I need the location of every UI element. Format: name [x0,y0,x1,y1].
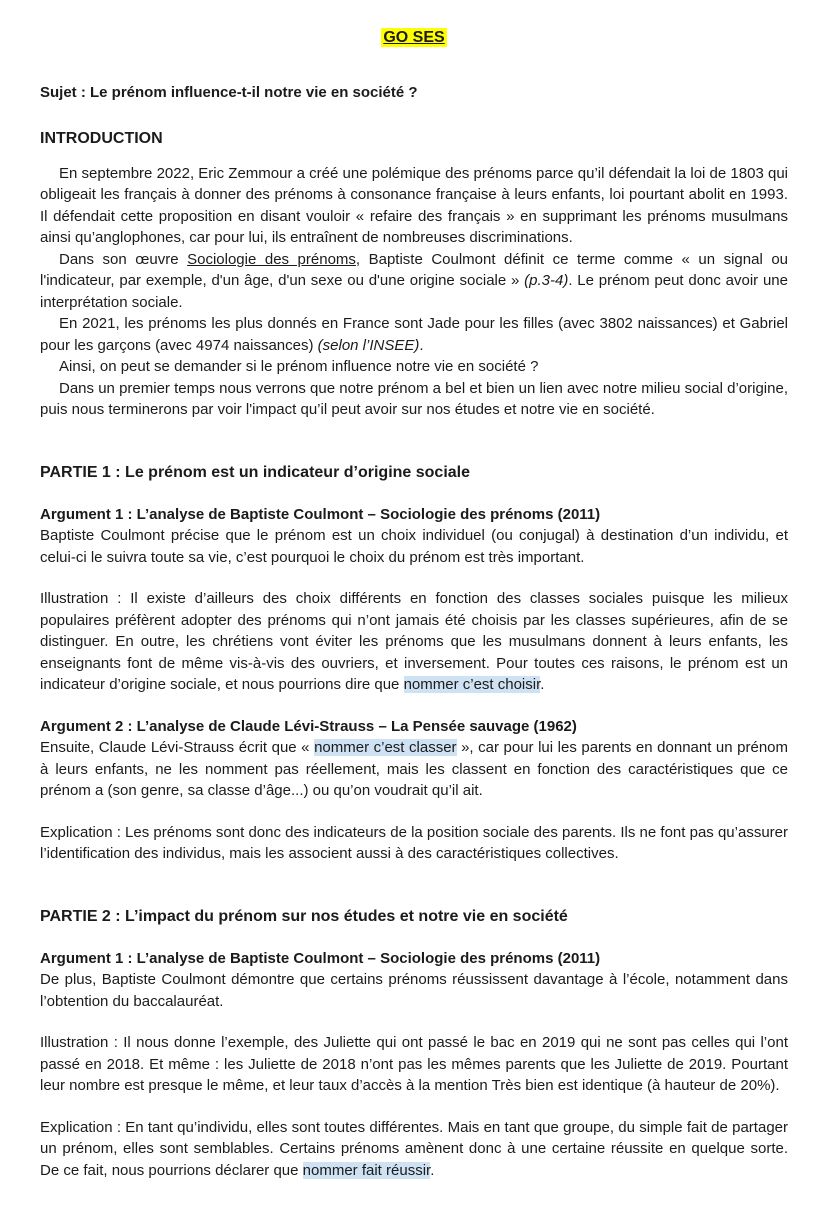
document-title [40,27,788,49]
text-run: Argument 1 : L’analyse de Baptiste Coulmont – Sociologie des prénoms (2011) [40,949,601,967]
paragraph [40,313,788,356]
italic-text: (selon l’INSEE) [317,336,420,354]
paragraph [40,525,788,568]
text-run: », car pour lui les parents en donnant un prénom à leurs enfants, ne les nomment pas réellement, mais les classent en fonction des caractéristiques que ce prénom a (son genre, sa classe d’âge...) ou qu’on voudrait qu’il ait. [40,739,789,799]
text-run: Ensuite, Claude Lévi-Strauss écrit que « [40,739,315,756]
section-heading [40,462,788,484]
section-heading [40,906,788,928]
paragraph [40,1117,788,1182]
text-run: Dans son œuvre [59,250,188,268]
text-run: En septembre 2022, Eric Zemmour a créé une polémique des prénoms parce qu’il défendait la loi de 1803 qui obligeait les français à donner des prénoms à consonance française à leurs enfants, loi pourtant abolit en 1993. Il défendait cette proposition en disant vouloir « refaire des français » en supprimant les prénoms musulmans ainsi qu’anglophones, car pour lui, ils entraînent de nombreuses discriminations. [40,164,788,246]
paragraph [40,588,788,696]
italic-text: (p.3-4) [524,272,569,289]
text-run: Dans un premier temps nous verrons que notre prénom a bel et bien un lien avec notre milieu social d’origine, puis nous terminerons par voir l'impact qu’il peut avoir sur nos études et notre vie en société. [40,379,788,418]
text-run: Argument 1 : L’analyse de Baptiste Coulmont – Sociologie des prénoms (2011) [40,505,601,523]
underlined-text: Sociologie des prénoms [187,250,356,268]
paragraph [40,969,788,1012]
document-body [40,82,788,1181]
paragraph [40,822,788,865]
text-run: Illustration : Il existe d’ailleurs des choix différents en fonction des classes sociales puisque les milieux populaires préfèrent adopter des prénoms qui n’ont jamais été choisis par les classes supérieures, afin de se distinguer. En outre, les chrétiens vont éviter les prénoms que les musulmans donnent à leurs enfants, les enseignants font de même vis-à-vis des ouvriers, et inversement. Pour toutes ces raisons, le prénom est un indicateur d’origine sociale, et nous pourrions dire que [40,590,788,693]
argument-heading [40,948,788,970]
text-run: Baptiste Coulmont précise que le prénom est un choix individuel (ou conjugal) à destination d’un individu, et celui-ci le suivra toute sa vie, c’est pourquoi le choix du prénom est très important. [40,527,788,566]
text-run: En 2021, les prénoms les plus donnés en France sont Jade pour les filles (avec 3802 naissances) et Gabriel pour les garçons (avec 4974 naissances) [40,315,788,354]
highlight-blue-text: nommer fait réussir [302,1161,431,1179]
text-run: Ainsi, on peut se demander si le prénom influence notre vie en société ? [59,358,539,375]
text-run: . [540,676,545,693]
text-run: INTRODUCTION [40,129,163,147]
text-run: Illustration : Il nous donne l’exemple, des Juliette qui ont passé le bac en 2019 qui ne sont pas celles qui l’ont passé en 2018. Et même : les Juliette de 2018 n’ont pas les mêmes parents que les Juliette de 2019. Pourtant leur nombre est presque le même, et leur taux d’accès à la mention Très bien est identique (à hauteur de 20%). [40,1034,788,1094]
text-run: De plus, Baptiste Coulmont démontre que certains prénoms réussissent davantage à l’école, notamment dans l’obtention du baccalauréat. [40,971,788,1010]
paragraph [40,249,788,314]
paragraph [40,163,788,249]
paragraph [40,378,788,421]
highlight-blue-text: nommer c’est classer [314,739,457,756]
highlight-blue-text: nommer c’est choisir [403,676,541,693]
text-run: . Le prénom peut donc avoir une interprétation sociale. [40,272,788,311]
paragraph [40,1032,788,1097]
document-title-text: GO SES [383,29,445,46]
text-run: Explication : Les prénoms sont donc des indicateurs de la position sociale des parents. Ils ne font pas qu’assurer l’identification des individus, mais les associent aussi à des caractéristiques collectives. [40,823,788,862]
text-run: , Baptiste Coulmont définit ce terme comme « un signal ou l'indicateur, par exemple, d'un âge, d'un sexe ou d'une origine sociale » [40,250,789,289]
text-run: Explication : En tant qu’individu, elles sont toutes différentes. Mais en tant que groupe, du simple fait de partager un prénom, elles sont semblables. Certains prénoms amènent donc à une certaine réussite en quelque sorte. De ce fait, nous pourrions déclarer que [40,1118,788,1179]
paragraph [40,737,788,802]
text-run: Argument 2 : L’analyse de Claude Lévi-Strauss – La Pensée sauvage (1962) [40,717,577,735]
text-run: PARTIE 2 : L’impact du prénom sur nos études et notre vie en société [40,907,568,925]
text-run: . [419,336,424,354]
paragraph [40,356,788,378]
argument-heading [40,504,788,526]
argument-heading [40,716,788,738]
subject-line [40,82,788,104]
text-run: . [430,1161,435,1179]
text-run: Sujet : Le prénom influence-t-il notre vie en société ? [40,84,418,101]
text-run: PARTIE 1 : Le prénom est un indicateur d’origine sociale [40,463,471,481]
section-heading [40,128,788,150]
